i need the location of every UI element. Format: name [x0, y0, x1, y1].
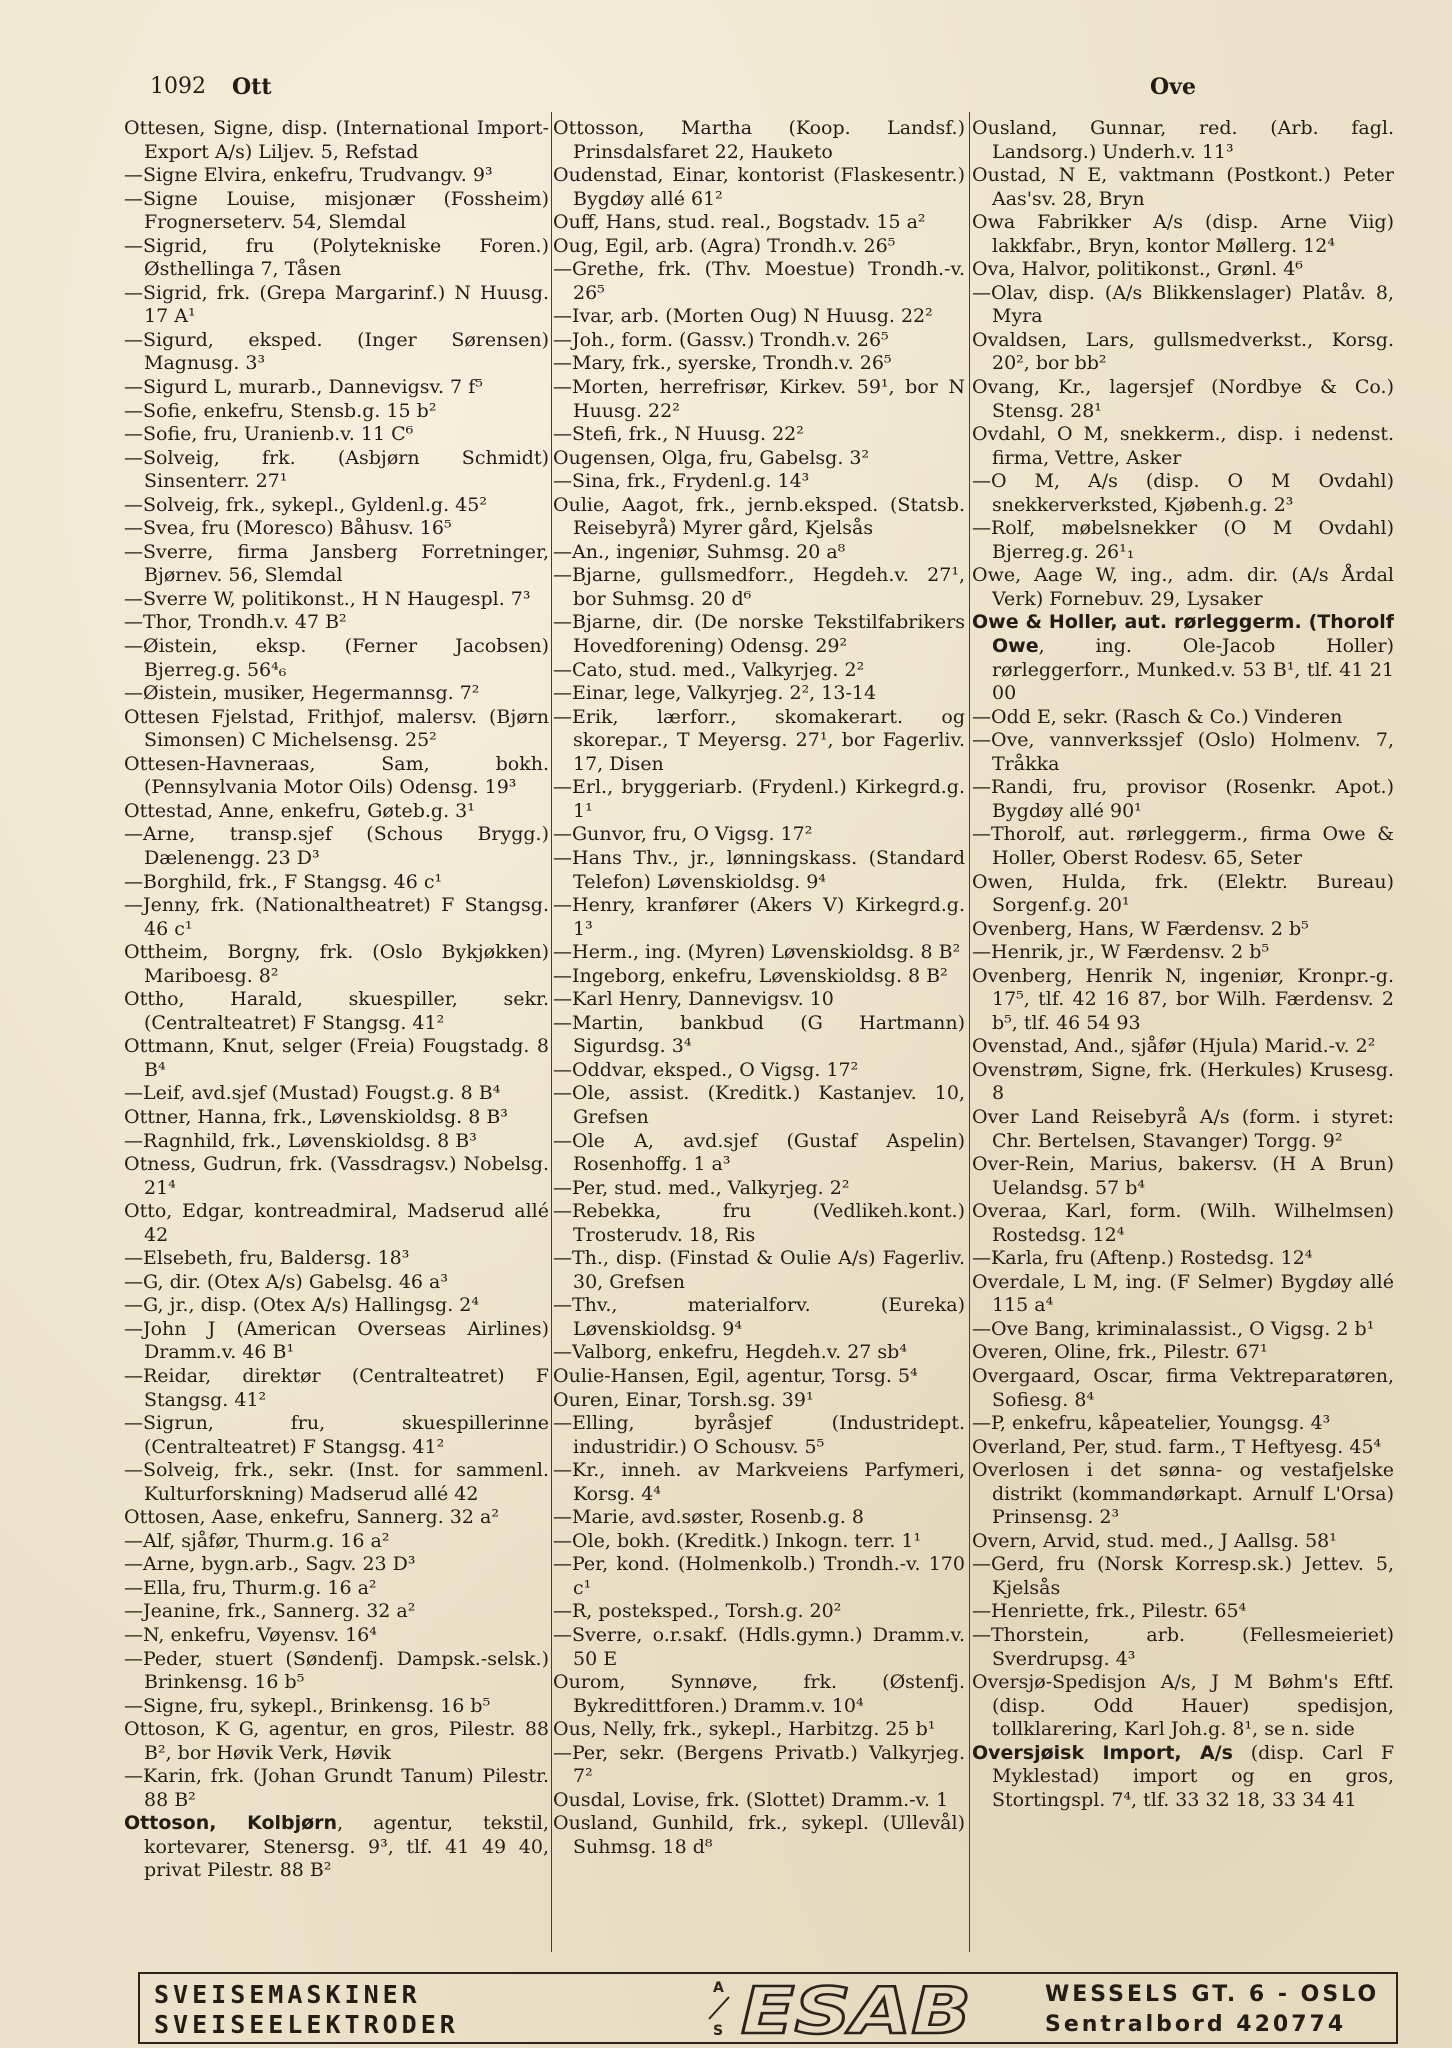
directory-entry: —Thv., materialforv. (Eureka) Løvenskioldsg. 9⁴	[553, 1294, 965, 1340]
directory-entry: —Oddvar, eksped., O Vigsg. 17²	[553, 1058, 859, 1081]
directory-entry: —O M, A/s (disp. O M Ovdahl) snekkerverksted, Kjøbenh.g. 2³	[972, 470, 1394, 516]
directory-entry: Oustad, N E, vaktmann (Postkont.) Peter Aas'sv. 28, Bryn	[972, 164, 1394, 210]
directory-entry: —Borghild, frk., F Stangsg. 46 c¹	[124, 870, 443, 893]
directory-entry: Ourom, Synnøve, frk. (Østenfj. Bykredittforen.) Dramm.v. 10⁴	[553, 1671, 965, 1717]
directory-entry: —Karl Henry, Dannevigsv. 10	[553, 988, 834, 1011]
directory-entry: Oulie-Hansen, Egil, agentur, Torsg. 5⁴	[553, 1364, 918, 1387]
logo-prefix: S	[713, 2023, 724, 2039]
directory-entry: —Reidar, direktør (Centralteatret) F Stangsg. 41²	[124, 1364, 549, 1411]
directory-entry: Oversjø-Spedisjon A/s, J M Bøhm's Eftf. (disp. Odd Hauer) spedisjon, tollklarering, Karl Joh.g. 8¹, se n. side	[972, 1671, 1394, 1741]
directory-entry: —Karla, fru (Aftenp.) Rostedsg. 12⁴	[972, 1247, 1313, 1270]
directory-entry: Ovaldsen, Lars, gullsmedverkst., Korsg. 20², bor bb²	[972, 328, 1394, 375]
directory-entry: Ougensen, Olga, fru, Gabelsg. 3²	[553, 446, 870, 469]
directory-entry: —Bjarne, dir. (De norske Tekstilfabrikers Hovedforening) Odensg. 29²	[553, 611, 965, 658]
logo-slash	[709, 1997, 729, 2019]
directory-entry: —Stefi, frk., N Huusg. 22²	[553, 423, 804, 446]
directory-entry: —Ole A, avd.sjef (Gustaf Aspelin) Rosenhoffg. 1 a³	[553, 1129, 965, 1176]
directory-entry: Ovenberg, Henrik N, ingeniør, Kronpr.-g. 17⁵, tlf. 42 16 87, bor Wilh. Færdensv. 2 b⁵, tlf. 46 54 93	[972, 964, 1394, 1034]
ad-line: SVEISEELEKTRODER	[154, 2010, 459, 2039]
directory-entry: —Grethe, frk. (Thv. Moestue) Trondh.-v. 26⁵	[553, 258, 965, 304]
directory-entry: —Erl., bryggeriarb. (Frydenl.) Kirkegrd.g. 1¹	[553, 776, 965, 822]
directory-entry: Ovenstad, And., sjåfør (Hjula) Marid.-v. 2²	[972, 1035, 1376, 1058]
directory-entry: —Ivar, arb. (Morten Oug) N Huusg. 22²	[553, 305, 933, 328]
directory-entry: —Ragnhild, frk., Løvenskioldsg. 8 B³	[124, 1129, 477, 1152]
directory-entry: —Herm., ing. (Myren) Løvenskioldsg. 8 B²	[553, 941, 961, 964]
directory-entry: —Henry, kranfører (Akers V) Kirkegrd.g. 1³	[553, 894, 965, 940]
directory-entry: Over-Rein, Marius, bakersv. (H A Brun) Uelandsg. 57 b⁴	[972, 1153, 1394, 1199]
logo-prefix: A	[713, 1980, 724, 1996]
directory-entry: —Signe, fru, sykepl., Brinkensg. 16 b⁵	[124, 1694, 491, 1717]
directory-entry: —Per, sekr. (Bergens Privatb.) Valkyrjeg. 7²	[553, 1741, 965, 1788]
column-1	[124, 117, 549, 1977]
directory-entry: Overn, Arvid, stud. med., J Aallsg. 58¹	[972, 1529, 1337, 1552]
directory-entry: —Sigurd, eksped. (Inger Sørensen) Magnusg. 3³	[124, 328, 549, 375]
directory-entry: Ous, Nelly, frk., sykepl., Harbitzg. 25 b¹	[553, 1718, 936, 1741]
directory-entry: —Sverre, firma Jansberg Forretninger, Bjørnev. 56, Slemdal	[124, 540, 549, 587]
directory-entry: Ousdal, Lovise, frk. (Slottet) Dramm.-v. 1	[553, 1788, 949, 1811]
column-rule	[969, 112, 970, 1952]
directory-entry: Ottesen Fjelstad, Frithjof, malersv. (Bjørn Simonsen) C Michelsensg. 25²	[124, 705, 549, 752]
directory-entry: —G, jr., disp. (Otex A/s) Hallingsg. 2⁴	[124, 1294, 479, 1317]
directory-entry: —Per, stud. med., Valkyrjeg. 2²	[553, 1176, 850, 1199]
directory-entry: —G, dir. (Otex A/s) Gabelsg. 46 a³	[124, 1270, 448, 1293]
directory-entry: —Thorstein, arb. (Fellesmeieriet) Sverdrupsg. 4³	[972, 1624, 1394, 1670]
directory-entry: —Elling, byråsjef (Industridept. industridir.) O Schousv. 5⁵	[553, 1412, 965, 1458]
directory-entry: Ottoson, K G, agentur, en gros, Pilestr. 88 B², bor Høvik Verk, Høvik	[124, 1718, 549, 1764]
directory-entry: Ottosen, Aase, enkefru, Sannerg. 32 a²	[124, 1506, 499, 1529]
directory-entry: —Rolf, møbelsnekker (O M Ovdahl) Bjerreg.g. 26¹₁	[972, 517, 1394, 563]
ad-line: SVEISEMASKINER	[154, 1980, 421, 2009]
directory-entry: —Odd E, sekr. (Rasch & Co.) Vinderen	[972, 705, 1343, 728]
header-right-word: Ove	[1150, 74, 1196, 100]
directory-entry: —Hans Thv., jr., lønningskass. (Standard Telefon) Løvenskioldsg. 9⁴	[553, 846, 965, 893]
directory-entry: —Thorolf, aut. rørleggerm., firma Owe & Holler, Oberst Rodesv. 65, Seter	[972, 823, 1394, 869]
directory-entry: —Cato, stud. med., Valkyrjeg. 2²	[553, 658, 865, 681]
directory-entry: —Randi, fru, provisor (Rosenkr. Apot.) Bygdøy allé 90¹	[972, 776, 1394, 822]
directory-entry: Ottmann, Knut, selger (Freia) Fougstadg. 8 B⁴	[124, 1035, 549, 1081]
directory-entry: Overen, Oline, frk., Pilestr. 67¹	[972, 1341, 1268, 1364]
directory-entry: —Sigrid, frk. (Grepa Margarinf.) N Huusg. 17 A¹	[124, 281, 549, 328]
esab-logo	[695, 1977, 1015, 2039]
directory-entry: —Mary, frk., syerske, Trondh.v. 26⁵	[553, 352, 892, 375]
directory-entry: —Th., disp. (Finstad & Oulie A/s) Fagerliv. 30, Grefsen	[553, 1247, 965, 1293]
directory-entry: —Gunvor, fru, O Vigsg. 17²	[553, 823, 813, 846]
directory-entry: —Arne, bygn.arb., Sagv. 23 D³	[124, 1553, 416, 1576]
directory-entry: Ovdahl, O M, snekkerm., disp. i nedenst. firma, Vettre, Asker	[972, 423, 1394, 469]
directory-entry: Ottoson, Kolbjørn, agentur, tekstil, kortevarer, Stenersg. 9³, tlf. 41 49 40, privat Pilestr. 88 B²	[124, 1812, 549, 1882]
directory-entry: —Joh., form. (Gassv.) Trondh.v. 26⁵	[553, 328, 889, 351]
directory-entry: —Karin, frk. (Johan Grundt Tanum) Pilestr. 88 B²	[124, 1765, 549, 1811]
directory-entry: Ova, Halvor, politikonst., Grønl. 4⁶	[972, 258, 1303, 281]
directory-entry: —Solveig, frk., sykepl., Gyldenl.g. 45²	[124, 493, 487, 516]
directory-entry: —Morten, herrefrisør, Kirkev. 59¹, bor N Huusg. 22²	[553, 376, 965, 422]
directory-entry: —Valborg, enkefru, Hegdeh.v. 27 sb⁴	[553, 1341, 907, 1364]
directory-entry: Ottosson, Martha (Koop. Landsf.) Prinsdalsfaret 22, Hauketo	[553, 117, 965, 163]
directory-entry: —Olav, disp. (A/s Blikkenslager) Platåv. 8, Myra	[972, 281, 1394, 328]
directory-entry: —Sofie, enkefru, Stensb.g. 15 b²	[124, 399, 437, 422]
directory-entry: —Gerd, fru (Norsk Korresp.sk.) Jettev. 5, Kjelsås	[972, 1553, 1394, 1599]
column-rule	[551, 112, 552, 1952]
directory-entry: Ovang, Kr., lagersjef (Nordbye & Co.) Stensg. 28¹	[972, 376, 1394, 422]
directory-entry: Oversjøisk Import, A/s (disp. Carl F Myklestad) import og en gros, Stortingspl. 7⁴, tlf. 33 32 18, 33 34 41	[972, 1741, 1394, 1811]
directory-entry: —Bjarne, gullsmedforr., Hegdeh.v. 27¹, bor Suhmsg. 20 d⁶	[553, 564, 965, 610]
directory-entry: —Einar, lege, Valkyrjeg. 2², 13-14	[553, 682, 877, 705]
directory-entry: —John J (American Overseas Airlines) Dramm.v. 46 B¹	[124, 1317, 549, 1364]
directory-entry: —P, enkefru, kåpeatelier, Youngsg. 4³	[972, 1412, 1331, 1435]
ad-line: WESSELS GT. 6 - OSLO	[1045, 1982, 1380, 2007]
directory-entry: —Elsebeth, fru, Baldersg. 18³	[124, 1247, 410, 1270]
page-number: 1092	[150, 74, 206, 99]
directory-entry: —Solveig, frk. (Asbjørn Schmidt) Sinsenterr. 27¹	[124, 446, 549, 493]
directory-entry: —An., ingeniør, Suhmsg. 20 a⁸	[553, 540, 846, 563]
directory-entry: Owe & Holler, aut. rørleggerm. (Thorolf Owe, ing. Ole-Jacob Holler) rørleggerforr., Munked.v. 53 B¹, tlf. 41 21 00	[972, 611, 1394, 705]
directory-entry: Ottho, Harald, skuespiller, sekr. (Centralteatret) F Stangsg. 41²	[124, 988, 549, 1034]
directory-entry: Ottheim, Borgny, frk. (Oslo Bykjøkken) Mariboesg. 8²	[124, 941, 549, 987]
directory-entry: —Peder, stuert (Søndenfj. Dampsk.-selsk.) Brinkensg. 16 b⁵	[124, 1647, 549, 1694]
directory-entry: —Øistein, musiker, Hegermannsg. 7²	[124, 682, 480, 705]
directory-entry: —Henrik, jr., W Færdensv. 2 b⁵	[972, 941, 1270, 964]
directory-entry: Ousland, Gunhild, frk., sykepl. (Ullevål) Suhmsg. 18 d⁸	[553, 1812, 965, 1858]
directory-entry: Ouren, Einar, Torsh.sg. 39¹	[553, 1388, 814, 1411]
directory-entry: —Per, kond. (Holmenkolb.) Trondh.-v. 170 c¹	[553, 1553, 965, 1599]
directory-entry: —Signe Elvira, enkefru, Trudvangv. 9³	[124, 164, 493, 187]
directory-entry: Overgaard, Oscar, firma Vektreparatøren, Sofiesg. 8⁴	[972, 1364, 1394, 1411]
directory-entry: Ottesen-Havneraas, Sam, bokh. (Pennsylvania Motor Oils) Odensg. 19³	[124, 752, 549, 799]
directory-entry: —Kr., inneh. av Markveiens Parfymeri, Korsg. 4⁴	[553, 1459, 965, 1505]
directory-entry: —Jeanine, frk., Sannerg. 32 a²	[124, 1600, 416, 1623]
directory-entry: —Svea, fru (Moresco) Båhusv. 16⁵	[124, 517, 452, 540]
directory-entry: Ovenstrøm, Signe, frk. (Herkules) Krusesg. 8	[972, 1058, 1394, 1105]
directory-entry: —Erik, lærforr., skomakerart. og skorepar., T Meyersg. 27¹, bor Fagerliv. 17, Disen	[553, 705, 965, 775]
directory-entry: Owe, Aage W, ing., adm. dir. (A/s Årdal Verk) Fornebuv. 29, Lysaker	[972, 564, 1394, 610]
ad-products	[154, 1980, 459, 2040]
ad-line: Sentralbord 420774	[1045, 2012, 1347, 2037]
ad-address	[1045, 1980, 1379, 2040]
directory-entry: Ouff, Hans, stud. real., Bogstadv. 15 a²	[553, 211, 926, 234]
directory-entry: Ousland, Gunnar, red. (Arb. fagl. Landsorg.) Underh.v. 11³	[972, 117, 1394, 163]
directory-entry: —Signe Louise, misjonær (Fossheim) Frognerseterv. 54, Slemdal	[124, 187, 549, 234]
directory-entry: —Ove Bang, kriminalassist., O Vigsg. 2 b¹	[972, 1317, 1375, 1340]
column-2	[553, 117, 965, 1977]
logo-text: ESAB	[741, 1977, 971, 2039]
directory-entry: —Ingeborg, enkefru, Løvenskioldsg. 8 B²	[553, 964, 948, 987]
directory-entry: Over Land Reisebyrå A/s (form. i styret: Chr. Bertelsen, Stavanger) Torgg. 9²	[972, 1105, 1394, 1152]
directory-entry: —Sina, frk., Frydenl.g. 14³	[553, 470, 810, 493]
directory-entry: Ottner, Hanna, frk., Løvenskioldsg. 8 B³	[124, 1105, 508, 1128]
directory-entry: —N, enkefru, Vøyensv. 16⁴	[124, 1624, 377, 1646]
directory-entry: Overland, Per, stud. farm., T Heftyesg. 45⁴	[972, 1435, 1382, 1458]
directory-entry: Owen, Hulda, frk. (Elektr. Bureau) Sorgenf.g. 20¹	[972, 870, 1394, 917]
directory-entry: —Henriette, frk., Pilestr. 65⁴	[972, 1600, 1247, 1623]
directory-entry: Overaa, Karl, form. (Wilh. Wilhelmsen) Rostedsg. 12⁴	[972, 1200, 1394, 1246]
directory-entry: Owa Fabrikker A/s (disp. Arne Viig) lakkfabr., Bryn, kontor Møllerg. 12⁴	[972, 211, 1394, 257]
directory-entry: Oug, Egil, arb. (Agra) Trondh.v. 26⁵	[553, 234, 896, 257]
directory-entry: —Ole, bokh. (Kreditk.) Inkogn. terr. 1¹	[553, 1529, 922, 1552]
directory-entry: Otness, Gudrun, frk. (Vassdragsv.) Nobelsg. 21⁴	[124, 1153, 549, 1199]
directory-entry: —Martin, bankbud (G Hartmann) Sigurdsg. 3⁴	[553, 1011, 965, 1058]
directory-entry: —Sverre W, politikonst., H N Haugespl. 7³	[124, 587, 531, 610]
directory-entry: —Jenny, frk. (Nationaltheatret) F Stangsg. 46 c¹	[124, 894, 549, 940]
directory-entry: —Marie, avd.søster, Rosenb.g. 8	[553, 1506, 864, 1529]
directory-entry: Otto, Edgar, kontreadmiral, Madserud allé 42	[124, 1200, 549, 1246]
directory-entry: Ovenberg, Hans, W Færdensv. 2 b⁵	[972, 917, 1309, 940]
directory-entry: —Rebekka, fru (Vedlikeh.kont.) Trosterudv. 18, Ris	[553, 1200, 965, 1246]
directory-entry: —Sverre, o.r.sakf. (Hdls.gymn.) Dramm.v. 50 E	[553, 1624, 965, 1670]
directory-entry: —Øistein, eksp. (Ferner Jacobsen) Bjerreg.g. 56⁴₆	[124, 635, 549, 681]
directory-entry: —Ole, assist. (Kreditk.) Kastanjev. 10, Grefsen	[553, 1082, 965, 1128]
directory-entry: Overlosen i det sønna- og vestafjelske distrikt (kommandørkapt. Arnulf L'Orsa) Prinsensg. 2³	[972, 1459, 1394, 1529]
directory-entry: —Solveig, frk., sekr. (Inst. for sammenl. Kulturforskning) Madserud allé 42	[124, 1459, 549, 1505]
directory-entry: —Sigrid, fru (Polytekniske Foren.) Østhellinga 7, Tåsen	[124, 234, 549, 281]
directory-entry: —Alf, sjåfør, Thurm.g. 16 a²	[124, 1529, 390, 1552]
esab-advertisement	[138, 1972, 1398, 2044]
directory-entry: —Thor, Trondh.v. 47 B²	[124, 611, 347, 634]
directory-entry: Ottesen, Signe, disp. (International Import-Export A/s) Liljev. 5, Refstad	[124, 117, 549, 163]
directory-entry: —Arne, transp.sjef (Schous Brygg.) Dælenengg. 23 D³	[124, 823, 549, 869]
directory-entry: —R, posteksped., Torsh.g. 20²	[553, 1600, 842, 1623]
header-left-word: Ott	[232, 74, 272, 100]
directory-entry: Overdale, L M, ing. (F Selmer) Bygdøy allé 115 a⁴	[972, 1270, 1394, 1317]
directory-entry: —Sofie, fru, Uranienb.v. 11 C⁶	[124, 423, 414, 446]
directory-entry: —Sigurd L, murarb., Dannevigsv. 7 f⁵	[124, 376, 483, 399]
directory-entry: Oudenstad, Einar, kontorist (Flaskesentr.) Bygdøy allé 61²	[553, 164, 965, 210]
directory-entry: Ottestad, Anne, enkefru, Gøteb.g. 3¹	[124, 799, 475, 822]
directory-entry: —Ella, fru, Thurm.g. 16 a²	[124, 1576, 377, 1599]
column-3	[972, 117, 1394, 1977]
directory-entry: —Ove, vannverkssjef (Oslo) Holmenv. 7, Tråkka	[972, 729, 1394, 775]
directory-entry: —Leif, avd.sjef (Mustad) Fougst.g. 8 B⁴	[124, 1082, 501, 1105]
directory-entry: Oulie, Aagot, frk., jernb.eksped. (Statsb. Reisebyrå) Myrer gård, Kjelsås	[553, 493, 965, 540]
directory-entry: —Sigrun, fru, skuespillerinne (Centralteatret) F Stangsg. 41²	[124, 1412, 549, 1458]
